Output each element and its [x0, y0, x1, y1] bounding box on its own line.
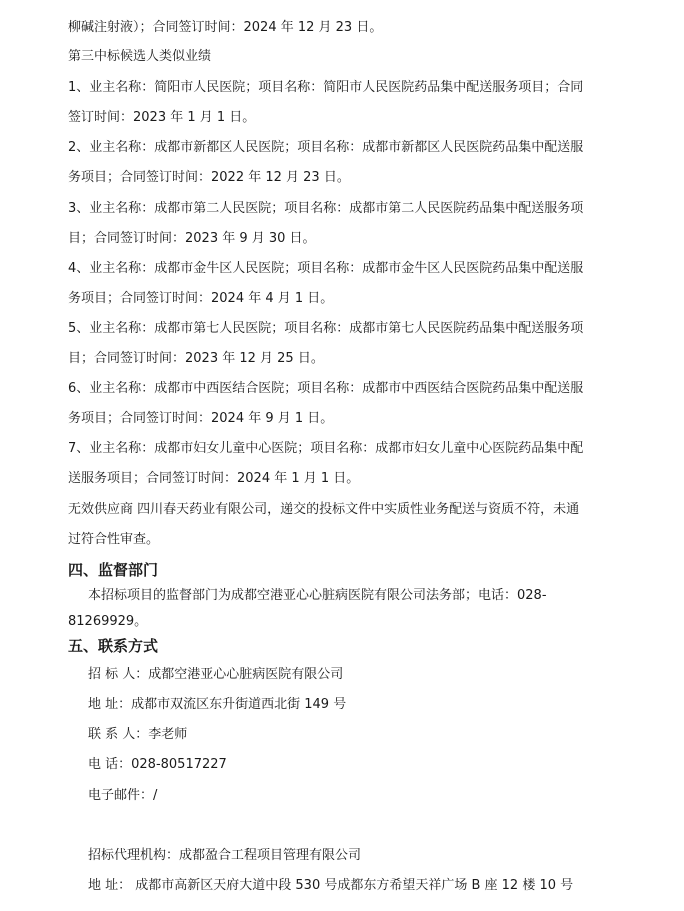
supervision-line-1: 本招标项目的监督部门为成都空港亚心心脏病医院有限公司法务部；电话：028- [88, 588, 547, 603]
contact-person: 联 系 人：李老师 [88, 727, 188, 742]
contact-email: 电子邮件：/ [88, 788, 158, 803]
contact-phone: 电 话：028-80517227 [88, 757, 227, 772]
item-1-line-1: 1、业主名称：简阳市人民医院；项目名称：简阳市人民医院药品集中配送服务项目；合同 [68, 80, 584, 95]
invalid-supplier-line-2: 过符合性审查。 [68, 532, 160, 547]
item-1-line-2: 签订时间：2023 年 1 月 1 日。 [68, 110, 256, 125]
invalid-supplier-line-1: 无效供应商 四川春天药业有限公司，递交的投标文件中实质性业务配送与资质不符，未通 [68, 502, 580, 517]
item-7-line-2: 送服务项目；合同签订时间：2024 年 1 月 1 日。 [68, 471, 360, 486]
item-7-line-1: 7、业主名称：成都市妇女儿童中心医院；项目名称：成都市妇女儿童中心医院药品集中配 [68, 441, 584, 456]
section-4-title: 四、监督部门 [68, 561, 159, 579]
item-4-line-1: 4、业主名称：成都市金牛区人民医院；项目名称：成都市金牛区人民医院药品集中配送服 [68, 261, 584, 276]
item-3-line-2: 目；合同签订时间：2023 年 9 月 30 日。 [68, 231, 316, 246]
intro-line: 柳碱注射液）；合同签订时间：2024 年 12 月 23 日。 [68, 20, 383, 35]
item-5-line-2: 目；合同签订时间：2023 年 12 月 25 日。 [68, 351, 324, 366]
contact-address: 地 址：成都市双流区东升街道西北街 149 号 [88, 697, 347, 712]
item-6-line-1: 6、业主名称：成都市中西医结合医院；项目名称：成都市中西医结合医院药品集中配送服 [68, 381, 584, 396]
section-5-title: 五、联系方式 [68, 637, 159, 655]
item-2-line-1: 2、业主名称：成都市新都区人民医院；项目名称：成都市新都区人民医院药品集中配送服 [68, 140, 584, 155]
item-6-line-2: 务项目；合同签订时间：2024 年 9 月 1 日。 [68, 411, 334, 426]
item-4-line-2: 务项目；合同签订时间：2024 年 4 月 1 日。 [68, 291, 334, 306]
agency-address: 地 址： 成都市高新区天府大道中段 530 号成都东方希望天祥广场 B 座 12 楼 10 号 [88, 878, 574, 893]
item-3-line-1: 3、业主名称：成都市第二人民医院；项目名称：成都市第二人民医院药品集中配送服务项 [68, 201, 584, 216]
item-5-line-1: 5、业主名称：成都市第七人民医院；项目名称：成都市第七人民医院药品集中配送服务项 [68, 321, 584, 336]
third-candidate-title: 第三中标候选人类似业绩 [68, 49, 212, 64]
supervision-line-2: 81269929。 [68, 614, 148, 629]
item-2-line-2: 务项目；合同签订时间：2022 年 12 月 23 日。 [68, 170, 350, 185]
agency-name: 招标代理机构：成都盈合工程项目管理有限公司 [88, 848, 362, 863]
contact-tenderer: 招 标 人：成都空港亚心心脏病医院有限公司 [88, 667, 344, 682]
